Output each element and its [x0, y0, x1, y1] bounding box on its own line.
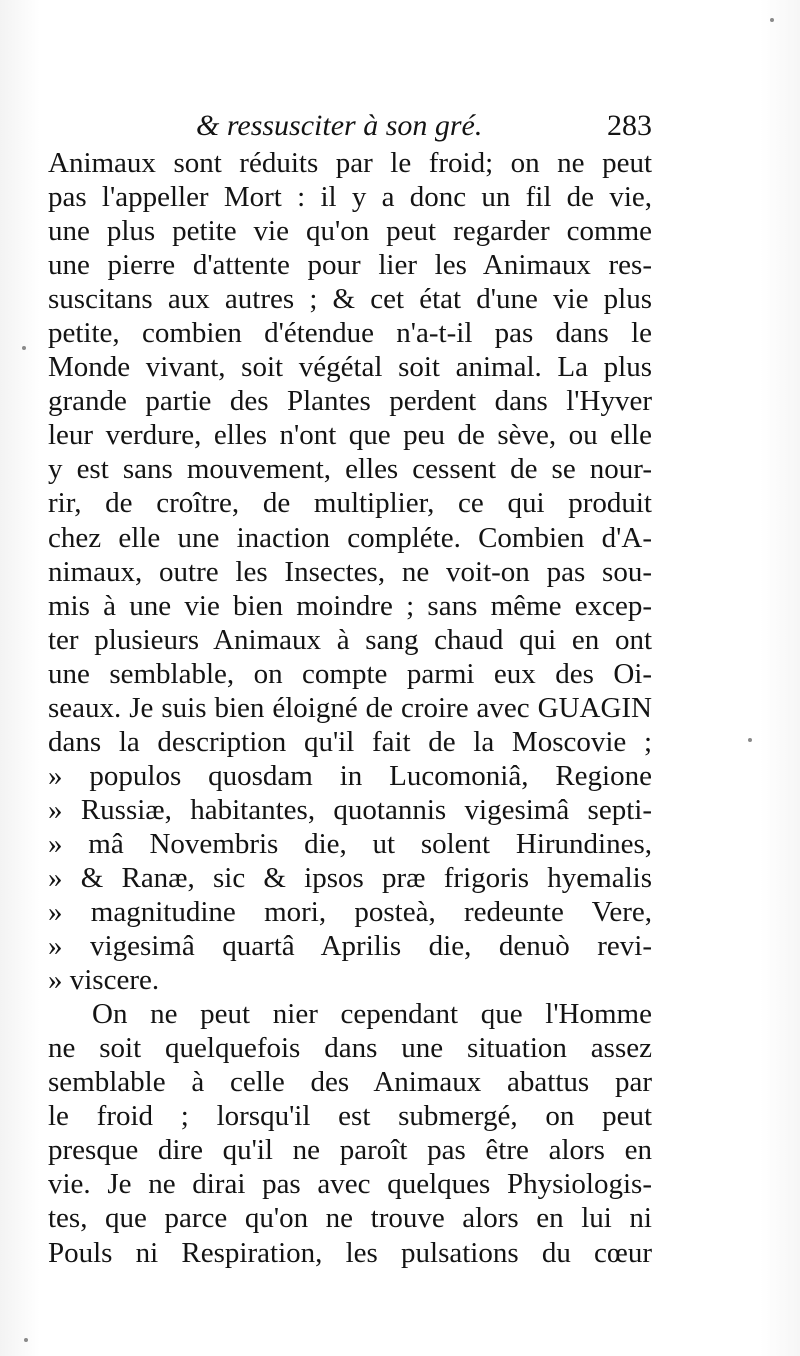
- text-line: petite, combien d'étendue n'a-t-il pas dans le: [48, 317, 652, 350]
- paper-speck: [770, 18, 774, 22]
- text-line: nimaux, outre les Insectes, ne voit-on pas sou-: [48, 555, 652, 588]
- text-line: vie. Je ne dirai pas avec quelques Physiologis-: [48, 1168, 652, 1201]
- text-line: une pierre d'attente pour lier les Animaux res-: [48, 249, 652, 282]
- page-number: 283: [607, 109, 652, 142]
- text-line: le froid ; lorsqu'il est submergé, on peut: [48, 1100, 652, 1133]
- quote-line: » & Ranæ, sic & ipsos præ frigoris hyemalis: [48, 861, 652, 894]
- paper-speck: [748, 738, 752, 742]
- quote-line: » populos quosdam in Lucomoniâ, Regione: [48, 759, 652, 792]
- paragraph-first-line: On ne peut nier cependant que l'Homme: [92, 998, 652, 1031]
- body-text: [48, 146, 652, 1270]
- quote-line: » mâ Novembris die, ut solent Hirundines,: [48, 827, 652, 860]
- text-line: y est sans mouvement, elles cessent de se nour-: [48, 453, 652, 486]
- text-line: une plus petite vie qu'on peut regarder comme: [48, 215, 652, 248]
- running-title: & ressusciter à son gré.: [196, 109, 483, 142]
- text-line: leur verdure, elles n'ont que peu de sève, ou elle: [48, 419, 652, 452]
- text-line: rir, de croître, de multiplier, ce qui produit: [48, 487, 652, 520]
- text-line: Pouls ni Respiration, les pulsations du cœur: [48, 1236, 652, 1269]
- text-line: chez elle une inaction compléte. Combien d'A-: [48, 521, 652, 554]
- page-header: [48, 104, 652, 148]
- text-line: seaux. Je suis bien éloigné de croire avec GUAGIN: [48, 691, 652, 724]
- text-line: mis à une vie bien moindre ; sans même excep-: [48, 589, 652, 622]
- quote-line: » viscere.: [48, 964, 160, 997]
- text-line: une semblable, on compte parmi eux des Oi-: [48, 657, 652, 690]
- text-line: tes, que parce qu'on ne trouve alors en lui ni: [48, 1202, 652, 1235]
- paper-speck: [24, 1338, 28, 1342]
- quote-line: » magnitudine mori, posteà, redeunte Vere,: [48, 896, 652, 929]
- paper-speck: [22, 346, 26, 350]
- text-line: ne soit quelquefois dans une situation assez: [48, 1032, 652, 1065]
- text-line: Monde vivant, soit végétal soit animal. La plus: [48, 351, 652, 384]
- text-line: pas l'appeller Mort : il y a donc un fil de vie,: [48, 181, 652, 214]
- text-line: dans la description qu'il fait de la Moscovie ;: [48, 725, 652, 758]
- text-line: ter plusieurs Animaux à sang chaud qui en ont: [48, 623, 652, 656]
- text-line: grande partie des Plantes perdent dans l'Hyver: [48, 385, 652, 418]
- text-line: semblable à celle des Animaux abattus par: [48, 1066, 652, 1099]
- text-line: Animaux sont réduits par le froid; on ne peut: [48, 147, 652, 179]
- text-line: presque dire qu'il ne paroît pas être alors en: [48, 1134, 652, 1167]
- quote-line: » Russiæ, habitantes, quotannis vigesimâ septi-: [48, 793, 652, 826]
- quote-line: » vigesimâ quartâ Aprilis die, denuò revi-: [48, 930, 652, 963]
- text-line: suscitans aux autres ; & cet état d'une vie plus: [48, 283, 652, 316]
